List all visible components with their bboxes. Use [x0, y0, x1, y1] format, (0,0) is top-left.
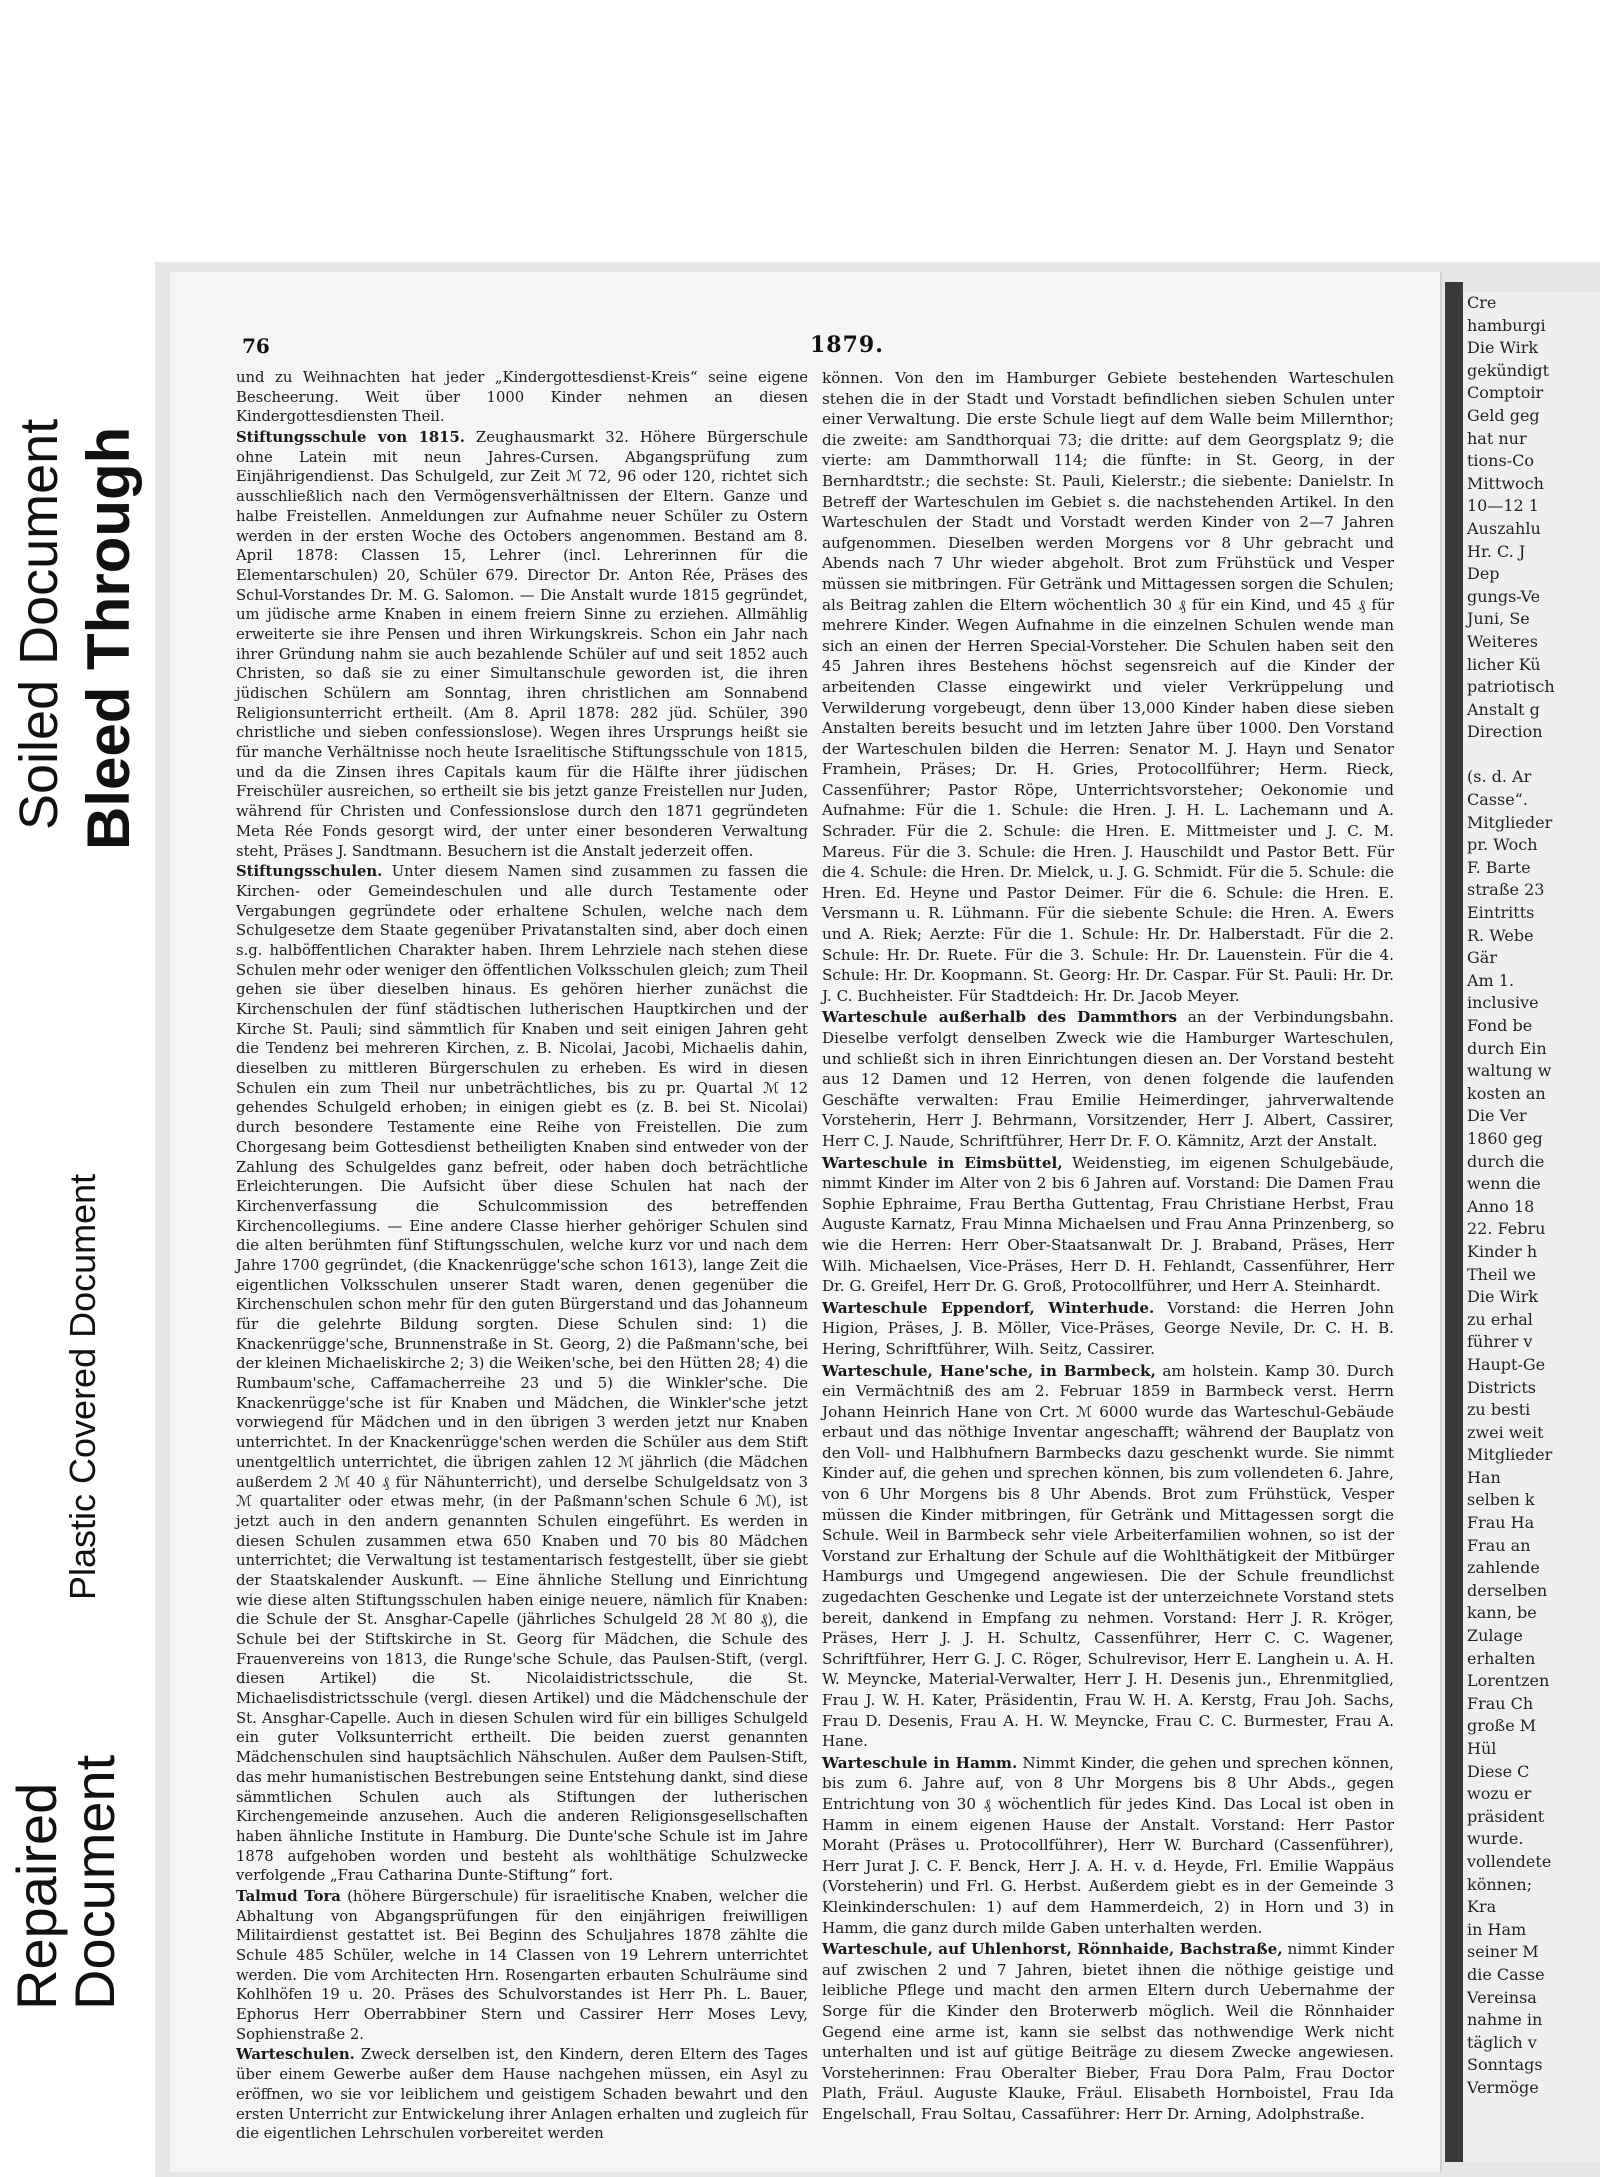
adjacent-page-line: zu besti: [1467, 1400, 1531, 1420]
adjacent-page-line: F. Barte: [1467, 857, 1531, 877]
adjacent-page-line: hamburgi: [1467, 315, 1546, 335]
adjacent-page-line: große M: [1467, 1716, 1537, 1736]
adjacent-page-line: Weiteres: [1467, 631, 1538, 651]
adjacent-page-line: derselben: [1467, 1580, 1548, 1600]
adjacent-page-line: licher Kü: [1467, 654, 1541, 674]
paragraph-text: können. Von den im Hamburger Gebiete bestehenden Warteschulen stehen die in der Stadt und Vorstadt befindlichen sieben Schulen unter einer Verwaltung. Die erste Schule liegt auf dem Walle beim Millernthor; die zweite: am Sandthorquai 73; die dritte: auf dem Georgsplatz 9; die vierte: am Dammthorwall 114; die fünfte: in St. Georg, in der Bernhardtstr.; die sechste: St. Pauli, Kielerstr.; die siebente: Danielstr. In Betreff der Warteschulen im Gebiet s. die nachstehenden Artikel. In den Warteschulen der Stadt und Vorstadt werden Kinder von 2—7 Jahren aufgenommen. Dieselben werden Morgens vor 8 Uhr gebracht und Abends nach 7 Uhr wieder abgeholt. Brot zum Frühstück und Vesper müssen sie mitbringen. Für Getränk und Mittagessen sorgen die Schulen; als Beitrag zahlen die Eltern wöchentlich 30 ₰ für ein Kind, und 45 ₰ für mehrere Kinder. Wegen Aufnahme in die einzelnen Schulen wende man sich an einen der Herren Special-Vorsteher. Die Schulen haben seit den 45 Jahren ihres Bestehens höchst segensreich auf die Kinder der arbeitenden Classe eingewirkt und vieler Verkrüppelung und Verwilderung vorgebeugt, denn über 13,000 Kinder haben diese sieben Anstalten bereits besucht und im letzten Jahre über 1000. Den Vorstand der Warteschulen bilden die Herren: Senator M. J. Hayn und Senator Framhein, Präses; Dr. H. Gries, Protocollführer; Herm. Rieck, Cassenführer; Pastor Röpe, Unterrichtsvorsteher; Oekonomie und Aufnahme: Für die 1. Schule: die Hren. J. H. L. Lachemann und A. Schrader. Für die 2. Schule: die Hren. E. Mittmeister und J. C. M. Mareus. Für die 3. Schule: die Hren. J. Hauschildt und Pastor Bett. Für die 4. Schule: die Hren. Dr. Mielck, u. J. G. Schmidt. Für die 5. Schule: die Hren. Ed. Heyne und Pastor Deimer. Für die 6. Schule: die Hren. E. Versmann u. R. Lühmann. Für die siebente Schule: die Hren. A. Ewers und A. Riek; Aerzte: Für die 1. Schule: Hr. Dr. Halberstadt. Für die 2. Schule: Hr. Dr. Ruete. Für die 3. Schule: Hr. Dr. Lauenstein. Für die 4. Schule: Hr. Dr. Koopmann. St. Georg: Hr. Dr. Caspar. Für St. Pauli: Hr. Dr. J. C. Buchheister. Für Stadtdeich: Hr. Dr. Jacob Meyer.: [822, 369, 1394, 1005]
label-bleed-through: Bleed Through: [75, 426, 142, 850]
adjacent-page-line: täglich v: [1467, 2032, 1537, 2052]
adjacent-page-line: durch die: [1467, 1151, 1545, 1171]
right-text-column: [822, 368, 1394, 2125]
paragraph-heading: Warteschule außerhalb des Dammthors: [822, 1008, 1178, 1027]
paragraph: [236, 2045, 808, 2143]
adjacent-page-line: Anstalt g: [1467, 699, 1540, 719]
adjacent-page-line: zahlende: [1467, 1558, 1540, 1578]
adjacent-page-line: pr. Woch: [1467, 835, 1538, 855]
adjacent-page-line: patriotisch: [1467, 677, 1555, 697]
adjacent-page-line: straße 23: [1467, 880, 1545, 900]
paragraph-text: nimmt Kinder auf zwischen 2 und 7 Jahren, bietet ihnen die nöthige geistige und leibliche Pflege und macht den armen Eltern durch Uebernahme der Sorge für die Kinder den Broterwerb möglich. Weil die Rönnhaider Gegend eine arme ist, kann sie selbst das nothwendige Werk nicht unterhalten und ist auf gütige Beiträge zu diesem Zwecke angewiesen. Vorsteherinnen: Frau Oberalter Bieber, Frau Dora Palm, Frau Doctor Plath, Fräul. Auguste Klauke, Fräul. Elisabeth Hornboistel, Frau Ida Engelschall, Frau Soltau, Cassaführer: Herr Dr. Arning, Adolphstraße.: [822, 1940, 1394, 2123]
adjacent-page-line: zu erhal: [1467, 1309, 1533, 1329]
paragraph-text: Unter diesem Namen sind zusammen zu fassen die Kirchen- oder Gemeindeschulen und alle durch Testamente oder Vergabungen gegründete oder erhaltene Schulen, welche nach dem Schulgesetze dem Staate gegenüber Privatanstalten sind, aber doch einen s.g. halböffentlichen Charakter haben. Ihrem Lehrziele nach stehen diese Schulen mehr oder weniger den öffentlichen Volksschulen gleich; zum Theil gehen sie über dieselben hinaus. Es gehören hierher zunächst die Kirchenschulen der fünf städtischen lutherischen Hauptkirchen und der Kirche St. Pauli; sind sämmtlich für Knaben und seit einigen Jahren geht die Tendenz bei mehreren Kirchen, z. B. Nicolai, Jacobi, Michaelis dahin, dieselben zu mittleren Bürgerschulen zu erheben. Es wird in diesen Schulen ein zum Theil nur unbeträchtliches, bis zu pr. Quartal ℳ 12 gehendes Schulgeld erhoben; in einigen giebt es (z. B. bei St. Nicolai) durch besondere Testamente eine Reihe von Freistellen. Die zum Chorgesang beim Gottesdienst betheiligten Knaben sind entweder von der Zahlung des Schulgeldes ganz befreit, oder haben doch beträchtliche Erleichterungen. Die Aufsicht über diese Schulen hat nach der Kirchenverfassung die Schulcommission des betreffenden Kirchencollegiums. — Eine andere Classe hierher gehöriger Schulen sind die alten berühmten fünf Stiftungsschulen, welche kurz vor und nach dem Jahre 1700 gegründet, (die Knackenrügge'sche schon 1613), lange Zeit die eigentlichen Volksschulen unserer Stadt waren, denen gegenüber die Kirchenschulen schon mehr für den guten Bürgerstand und das Johanneum für die gelehrte Bildung sorgten. Diese Schulen sind: 1) die Knackenrügge'sche, Brunnenstraße in St. Georg, 2) die Paßmann'sche, bei der kleinen Michaeliskirche 2; 3) die Weiken'sche, bei den Hütten 28; 4) die Rumbaum'sche, Caffamacherreihe 23 und 5) die Winkler'sche. Die Knackenrügge'sche ist für Knaben und Mädchen, die Winkler'sche jetzt vorwiegend für Mädchen und in den übrigen 3 werden jetzt nur Knaben unterrichtet. In der Knackenrügge'schen werden die Schüler aus dem Stift unentgeltlich unterrichtet, die übrigen zahlen 12 ℳ jährlich (die Mädchen außerdem 2 ℳ 40 ₰ für Nähunterricht), und derselbe Schulgeldsatz von 3 ℳ quartaliter oder etwas mehr, (in der Paßmann'schen Schule 6 ℳ), ist jetzt auch in den andern genannten Schulen eingeführt. Es werden in diesen Schulen zusammen etwa 650 Knaben und 70 bis 80 Mädchen unterrichtet; die Verwaltung ist testamentarisch festgestellt, über sie giebt der Staatskalender Auskunft. — Eine ähnliche Stellung und Einrichtung wie diese alten Stiftungsschulen haben einige neuere, nämlich für Knaben: die Schule der St. Ansghar-Capelle (jährliches Schulgeld 28 ℳ 80 ₰), die Schule bei der Stiftskirche in St. Georg für Mädchen, die Schule des Frauenvereins von 1813, die Runge'sche Schule, das Paulsen-Stift, (vergl. diesen Artikel) die St. Nicolaidistrictsschule, die St. Michaelisdistrictsschule (vergl. diesen Artikel) und die Mädchenschule der St. Ansghar-Capelle. Auch in diesen Schulen wird für ein billiges Schulgeld ein guter Volksunterricht ertheilt. Die beiden zuerst genannten Mädchenschulen sind hauptsächlich Nähschulen. Außer dem Paulsen-Stift, das mehr humanistischen Bestrebungen seine Entstehung dankt, sind diese sämmtlichen Schulen auch als Stiftungen der lutherischen Kirchengemeinde anzusehen. Auch die anderen Religionsgesellschaften haben ähnliche Institute in Hamburg. Die Dunte'sche Schule ist im Jahre 1878 aufgehoben worden und besteht als wohlthätige Schulzwecke verfolgende „Frau Catharina Dunte-Stiftung“ fort.: [236, 863, 808, 1885]
adjacent-page-line: Hr. C. J: [1467, 541, 1526, 561]
adjacent-page-line: in Ham: [1467, 1919, 1527, 1939]
label-plastic-covered-document: Plastic Covered Document: [62, 1173, 103, 1600]
adjacent-page-line: 22. Febru: [1467, 1219, 1546, 1239]
paragraph: [822, 1753, 1394, 1938]
paragraph: [822, 1298, 1394, 1360]
page-year-header: 1879.: [810, 332, 884, 358]
adjacent-page-line: Fond be: [1467, 1016, 1533, 1035]
paragraph: [236, 368, 808, 427]
left-text-column: [236, 368, 808, 2145]
adjacent-page-line: können;: [1467, 1874, 1533, 1894]
adjacent-page-line: kann, be: [1467, 1603, 1537, 1623]
adjacent-page-line: Diese C: [1467, 1761, 1530, 1781]
adjacent-page-line: Auszahlu: [1467, 518, 1541, 538]
paragraph-text: Nimmt Kinder, die gehen und sprechen können, bis zum 6. Jahre auf, von 8 Uhr Morgens bis 8 Uhr Abds., gegen Entrichtung von 30 ₰ wöchentlich für jedes Kind. Das Local ist oben in Hamm in einem eigenen Hause der Anstalt. Vorstand: Herr Pastor Moraht (Präses u. Protocollführer), Herr W. Burchard (Cassenführer), Herr Jurat J. C. F. Benck, Herr J. A. H. v. d. Heyde, Frl. Emilie Wappäus (Vorsteherin) und Frl. G. Herbst. Außerdem giebt es in der Gemeinde 3 Kleinkinderschulen: 1) auf dem Hammerdeich, 2) in Horn und 3) in Hamm, die ganz durch milde Gaben unterhalten werden.: [822, 1753, 1394, 1937]
adjacent-page-line: wozu er: [1467, 1784, 1532, 1804]
paragraph-heading: Talmud Tora: [236, 1887, 341, 1905]
adjacent-page-line: Mitglieder: [1467, 812, 1553, 832]
paragraph-heading: Warteschule, auf Uhlenhorst, Rönnhaide, Bachstraße,: [822, 1940, 1283, 1959]
adjacent-page-line: Die Ver: [1467, 1106, 1527, 1126]
adjacent-page-line: die Casse: [1467, 1964, 1545, 1984]
paragraph: [822, 1361, 1394, 1752]
adjacent-page-line: Haupt-Ge: [1467, 1354, 1546, 1374]
adjacent-page-line: Mittwoch: [1467, 473, 1544, 493]
adjacent-page-line: Han: [1467, 1467, 1501, 1487]
adjacent-page-line: erhalten: [1467, 1648, 1536, 1668]
adjacent-page-line: Kinder h: [1467, 1241, 1538, 1261]
adjacent-page-line: (s. d. Ar: [1467, 767, 1532, 787]
paragraph: [236, 428, 808, 861]
paragraph-text: Zeughausmarkt 32. Höhere Bürgerschule ohne Latein mit neun Jahres-Cursen. Abgangsprüfung zum Einjährigendienst. Das Schulgeld, zur Zeit ℳ 72, 96 oder 120, richtet sich ausschließlich nach den Vermögensverhältnissen der Eltern. Ganze und halbe Freistellen. Anmeldungen zur Aufnahme neuer Schüler zu Ostern werden in der ersten Woche des Octobers angenommen. Bestand am 8. April 1878: Classen 15, Lehrer (incl. Lehrerinnen für die Elementarschulen) 20, Schüler 679. Director Dr. Anton Rée, Präses des Schul-Vorstandes Dr. M. G. Salomon. — Die Anstalt wurde 1815 gegründet, um jüdische arme Knaben in einem freiern Sinne zu erziehen. Allmählig erweiterte sie ihre Pensen und ihren Wirkungskreis. Schon ein Jahr nach ihrer Gründung nahm sie auch bezahlende Schüler auf und seit 1852 auch Christen, so daß sie zu einer Simultanschule geworden ist, die ihren jüdischen Schülern am Sonntag, ihren christlichen am Sonnabend Religionsunterricht ertheilt. (Am 8. April 1878: 282 jüd. Schüler, 390 christliche und sieben confessionslose). Wegen ihres Ursprungs heißt sie für manche Verhältnisse noch heute Israelitische Stiftungsschule von 1815, und da die Zinsen ihres Capitals kaum für die Hälfte ihrer jüdischen Freischüler ausreichen, so ertheilt sie bis jetzt ganze Freistellen nur Juden, während für Christen und Confessionslose durch den 1871 gegründeten Meta Rée Fonds gesorgt wird, der unter einer besonderen Verwaltung steht, Präses J. Sandtmann. Besuchern ist die Anstalt jederzeit offen.: [236, 429, 808, 860]
adjacent-page-line: 10—12 1: [1467, 496, 1539, 516]
adjacent-page-line: vollendete: [1467, 1851, 1552, 1871]
adjacent-page-line: Vereinsa: [1467, 1987, 1537, 2007]
adjacent-page-line: R. Webe: [1467, 925, 1534, 945]
adjacent-page-fragment: [1463, 292, 1600, 2162]
adjacent-page-line: Direction: [1467, 722, 1543, 742]
adjacent-page-line: Sonntags: [1467, 2055, 1543, 2075]
adjacent-page-line: gungs-Ve: [1467, 586, 1541, 606]
paragraph-text: (höhere Bürgerschule) für israelitische Knaben, welcher die Abhaltung von Abgangsprüfungen für den einjährigen freiwilligen Militairdienst gestattet ist. Bei Beginn des Schuljahres 1878 zählte die Schule 485 Schüler, welche in 14 Classen von 19 Lehrern unterrichtet werden. Die vom Architecten Hrn. Rosengarten erbauten Schulräume sind Kohlhöfen 19 u. 20. Präses des Schulvorstandes ist Herr Ph. L. Bauer, Ephorus Herr Oberrabbiner Stern und Cassirer Herr Moses Levy, Sophienstraße 2.: [236, 1887, 808, 2043]
adjacent-page-line: Anno 18: [1467, 1196, 1535, 1216]
adjacent-page-line: Cre: [1467, 293, 1497, 312]
paragraph-text: Vorstand: die Herren John Higion, Präses, J. B. Möller, Vice-Präses, George Nevile, Dr. C. H. B. Hering, Schriftführer, Wilh. Seitz, Cassirer.: [822, 1298, 1394, 1358]
adjacent-page-line: führer v: [1467, 1332, 1533, 1352]
adjacent-page-line: Lorentzen: [1467, 1671, 1550, 1691]
adjacent-page-line: Frau an: [1467, 1535, 1531, 1555]
label-soiled-document: Soiled Document: [9, 418, 69, 830]
adjacent-page-line: Frau Ha: [1467, 1513, 1535, 1533]
paragraph: [822, 1007, 1394, 1151]
page-number: 76: [242, 334, 270, 358]
adjacent-page-line: [1463, 744, 1600, 767]
adjacent-page-line: Theil we: [1467, 1264, 1536, 1284]
paragraph-text: Zweck derselben ist, den Kindern, deren Eltern des Tages über einem Gewerbe außer dem Hause nachgehen müssen, ein Asyl zu eröffnen, wo sie vor leiblichem und geistigem Schaden bewahrt und den ersten Unterricht zur Entwickelung ihrer Anlagen erhalten und zugleich für die eigentlichen Lehrschulen vorbereitet werden: [236, 2046, 808, 2143]
adjacent-page-line: Hül: [1467, 1739, 1497, 1758]
paragraph-text: am holstein. Kamp 30. Durch ein Vermächtniß des am 2. Februar 1859 in Barmbeck verst. Herrn Johann Heinrich Hane von Crt. ℳ 6000 wurde das Warteschul-Gebäude erbaut und das nöthige Inventar angeschafft; während der Bauplatz von den Voll- und Halbhufnern Barmbecks dazu geschenkt wurde. Sie nimmt Kinder auf, die gehen und sprechen können, bis zum vollendeten 6. Jahre, von 6 Uhr Morgens bis 8 Uhr Abends. Brot zum Frühstück, Vesper müssen die Kinder mitbringen, für Getränk und Mittagessen sorgt die Schule. Weil in Barmbeck sehr viele Arbeiterfamilien wohnen, so ist der Vorstand zur Erhaltung der Schule auf die Wohlthätigkeit der Mitbürger Hamburgs und Umgegend angewiesen. Die der Schule freundlichst zugedachten Geschenke und Legate ist der unterzeichnete Vorstand stets bereit, dankend in Empfang zu nehmen. Vorstand: Herr J. R. Kröger, Präses, Herr J. J. H. Schultz, Cassenführer, Herr C. C. Wagener, Schriftführer, Herr G. J. C. Röger, Schulrevisor, Herr E. Langhein u. A. H. W. Meyncke, Material-Verwalter, Herr J. H. Desenis jun., Ehrenmitglied, Frau J. W. H. Kater, Präsidentin, Frau W. H. A. Kerstg, Frau Joh. Sachs, Frau D. Desenis, Frau A. H. W. Meyncke, Frau C. C. Burmester, Frau A. Hane.: [822, 1361, 1394, 1751]
adjacent-page-line: seiner M: [1467, 1942, 1539, 1962]
adjacent-page-line: Mitglieder: [1467, 1445, 1553, 1465]
adjacent-page-line: Eintritts: [1467, 903, 1535, 923]
paragraph-heading: Warteschule in Eimsbüttel,: [822, 1153, 1063, 1172]
paragraph: [822, 1939, 1394, 2124]
paragraph-heading: Warteschule, Hane'sche, in Barmbeck,: [822, 1361, 1156, 1380]
paragraph: [822, 1153, 1394, 1297]
adjacent-page-line: Geld geg: [1467, 405, 1540, 425]
paragraph: [822, 368, 1394, 1006]
adjacent-page-line: Vermöge: [1467, 2077, 1539, 2097]
adjacent-page-line: Frau Ch: [1467, 1693, 1534, 1713]
label-document: Document: [63, 1754, 126, 2010]
paragraph-heading: Warteschule Eppendorf, Winterhude.: [822, 1298, 1155, 1317]
adjacent-page-line: kosten an: [1467, 1083, 1546, 1103]
adjacent-page-line: tions-Co: [1467, 451, 1534, 471]
paragraph-heading: Warteschulen.: [236, 2046, 355, 2064]
paragraph-text: und zu Weihnachten hat jeder „Kindergottesdienst-Kreis“ seine eigene Bescheerung. Weit über 1000 Kinder nehmen an diesen Kindergottesdiensten Theil.: [236, 369, 808, 426]
adjacent-page-line: Die Wirk: [1467, 338, 1539, 358]
adjacent-page-line: zwei weit: [1467, 1422, 1544, 1442]
paragraph-heading: Stiftungsschulen.: [236, 863, 383, 881]
adjacent-page-line: Districts: [1467, 1377, 1536, 1397]
paragraph: [236, 862, 808, 1886]
adjacent-page-line: präsident: [1467, 1806, 1545, 1826]
adjacent-page-line: Zulage: [1467, 1626, 1523, 1646]
adjacent-page-line: Comptoir: [1467, 383, 1544, 403]
adjacent-page-line: Kra: [1467, 1897, 1497, 1917]
adjacent-page-line: Am 1.: [1467, 970, 1515, 990]
adjacent-page-line: nahme in: [1467, 2010, 1543, 2030]
paragraph-text: an der Verbindungsbahn. Dieselbe verfolgt denselben Zweck wie die Hamburger Warteschulen, und schließt sich in ihren Einrichtungen diesen an. Der Vorstand besteht aus 12 Damen und 12 Herren, von denen folgende die laufenden Geschäfte verwalten: Frau Emilie Heimerdinger, jahrverwaltende Vorsteherin, Herr J. Behrmann, Vorsitzender, Herr J. Albert, Cassirer, Herr C. J. Naude, Schriftführer, Herr Dr. F. O. Kämnitz, Arzt der Anstalt.: [822, 1008, 1394, 1150]
adjacent-page-line: inclusive: [1467, 993, 1539, 1013]
page-gutter-edge: [1445, 282, 1463, 2162]
adjacent-page-line: Casse“.: [1467, 790, 1528, 810]
paragraph: [236, 1887, 808, 2045]
paragraph-heading: Stiftungsschule von 1815.: [236, 429, 465, 447]
adjacent-page-line: durch Ein: [1467, 1038, 1547, 1058]
adjacent-page-line: gekündigt: [1467, 360, 1550, 380]
adjacent-page-line: Gär: [1467, 948, 1497, 968]
scanned-book-spread: [155, 262, 1600, 2177]
paragraph-text: Weidenstieg, im eigenen Schulgebäude, nimmt Kinder im Alter von 2 bis 6 Jahren auf. Vorstand: Die Damen Frau Sophie Ephraime, Frau Bertha Guttentag, Frau Christiane Herbst, Frau Auguste Karnatz, Frau Minna Michaelsen und Frau Anna Prinzenberg, so wie die Herren: Herr Ober-Staatsanwalt Dr. J. Braband, Präses, Herr Wilh. Michaelsen, Vice-Präses, Herr D. H. Fehlandt, Cassenführer, Herr Dr. G. Greifel, Herr Dr. G. Groß, Protocollführer, und Herr A. Steinhardt.: [822, 1153, 1394, 1296]
adjacent-page-line: waltung w: [1467, 1061, 1552, 1081]
adjacent-page-line: wurde.: [1467, 1829, 1524, 1849]
label-repaired: Repaired: [5, 1782, 68, 2010]
adjacent-page-line: Die Wirk: [1467, 1287, 1539, 1307]
adjacent-page-line: Juni, Se: [1467, 609, 1530, 629]
book-page: [170, 272, 1440, 2172]
paragraph-heading: Warteschule in Hamm.: [822, 1753, 1018, 1772]
adjacent-page-line: hat nur: [1467, 428, 1527, 448]
adjacent-page-line: 1860 geg: [1467, 1128, 1543, 1148]
adjacent-page-line: Dep: [1467, 564, 1500, 584]
adjacent-page-line: wenn die: [1467, 1174, 1541, 1194]
adjacent-page-line: selben k: [1467, 1490, 1535, 1510]
